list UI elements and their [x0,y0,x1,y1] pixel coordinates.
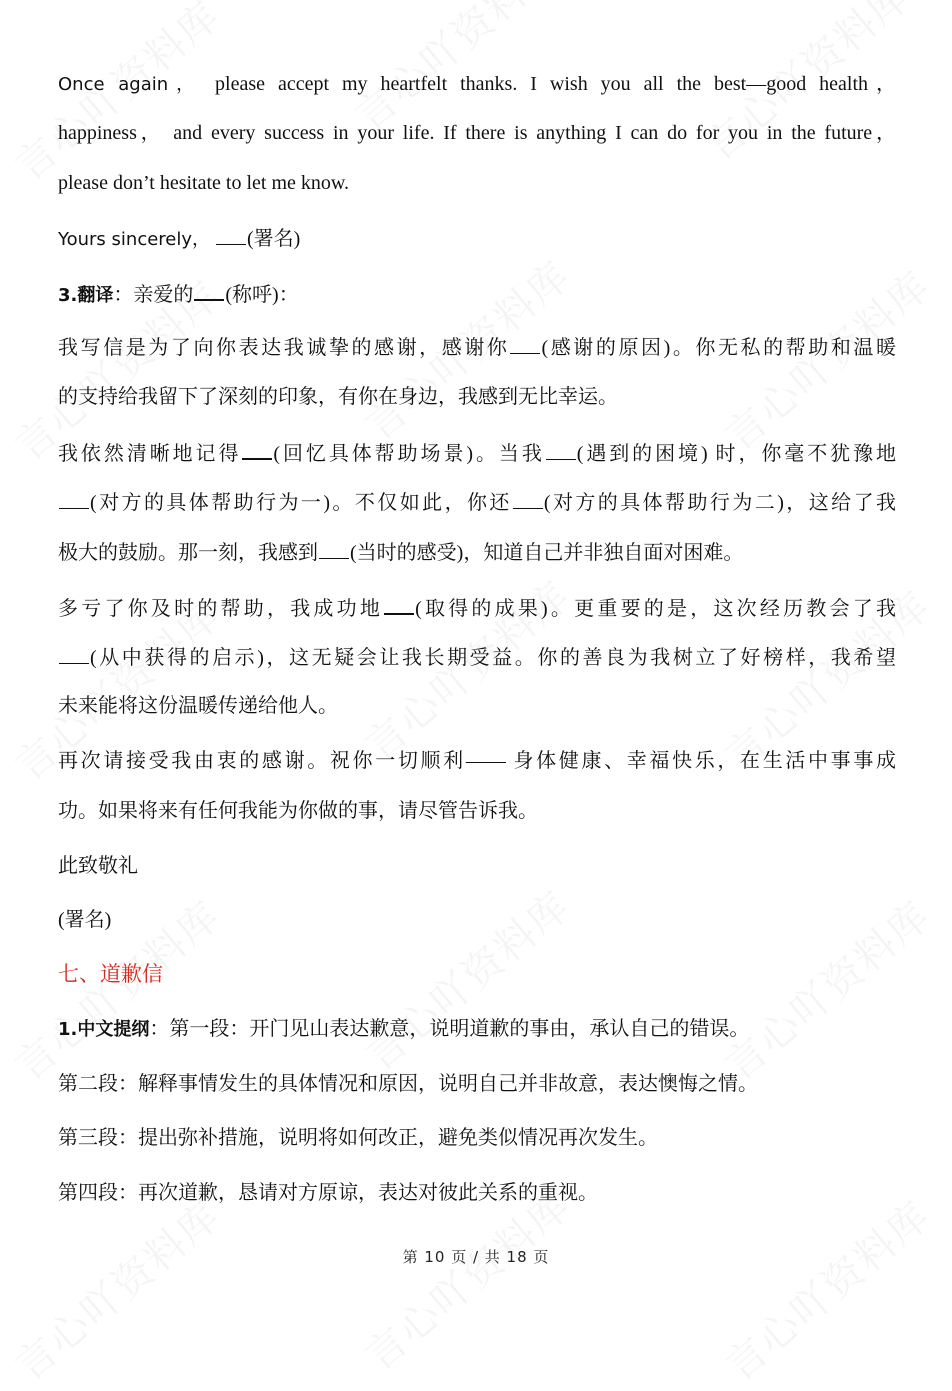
fill-blank [59,490,89,509]
translation-p2-line-3 [58,540,743,565]
text-segment: (当时的感受)，知道自己并非独自面对困难。 [350,542,744,564]
fill-blank [384,595,414,615]
outline-colon: ： [149,1018,170,1040]
translation-heading [58,281,299,308]
text-segment: (感谢的原因)。你无私的帮助和温暖 [541,337,896,359]
fill-blank [510,335,540,354]
watermark-text [351,1176,581,1382]
en-closing-line-1 [58,72,896,97]
en-closing-line-3: please don’t hesitate to let me know. [58,172,350,194]
fill-blank [546,441,576,460]
signoff-hint: (署名) [247,228,301,250]
closing-phrase: 此致敬礼 [58,855,138,877]
translation-p2-line-1 [58,440,896,466]
outline-paragraph-4: 第四段：再次道歉，恳请对方原谅，表达对彼此关系的重视。 [58,1182,598,1204]
outline-paragraph-1 [58,1017,749,1042]
page-number-footer: 第 10 页 / 共 18 页 [402,1248,550,1266]
translation-p1-line-2: 的支持给我留下了深刻的印象，有你在身边，我感到无比幸运。 [58,386,618,408]
salutation-blank [194,281,224,301]
en-closing-line-2: happiness， and every success in your life. If there is anything I can do for you in the future， [58,122,896,144]
outline-paragraph-3: 第三段：提出弥补措施，说明将如何改正，避免类似情况再次发生。 [58,1127,658,1149]
translation-p3-line-1 [58,595,896,621]
fill-blank [59,645,89,664]
signoff-label: Yours sincerely， [58,229,211,250]
translation-p4-line-1: 再次请接受我由衷的感谢。祝你一切顺利—— 身体健康、幸福快乐，在生活中事事成 [58,750,896,772]
translation-number-label: 3.翻译 [58,285,114,306]
salutation-prefix: 亲爱的 [133,284,194,306]
signature-blank [216,226,246,245]
salutation-hint: (称呼)： [225,284,299,306]
text-segment: 我写信是为了向你表达我诚挚的感谢，感谢你 [58,337,510,359]
signature-hint: (署名) [58,909,112,931]
fill-blank [319,540,349,559]
en-closing-line-1-rest: please accept my heartfelt thanks. I wish you all the best—good health， [202,73,896,95]
en-closing-sans-prefix: Once again， [58,74,203,95]
outline-paragraph-2: 第二段：解释事情发生的具体情况和原因，说明自己并非故意，表达懊悔之情。 [58,1073,758,1095]
text-segment: (对方的具体帮助行为一)。不仅如此，你还 [90,492,512,514]
text-segment: (回忆具体帮助场景)。当我 [273,443,545,465]
fill-blank [513,490,543,509]
text-segment: 多亏了你及时的帮助，我成功地 [58,598,384,620]
text-segment: (对方的具体帮助行为二)，这给了我 [543,492,896,514]
translation-p4-line-2: 功。如果将来有任何我能为你做的事，请尽管告诉我。 [58,800,538,822]
text-segment: (遇到的困境) 时，你毫不犹豫地 [576,443,897,465]
watermark-text [711,886,941,1092]
watermark-text [1,886,231,1092]
watermark-text [351,876,581,1082]
watermark-text [1,1186,231,1391]
outline-label: 1.中文提纲 [58,1019,150,1040]
translation-p2-line-2 [58,490,896,515]
section-heading-apology-letter: 七、道歉信 [58,962,163,986]
text-segment: 我依然清晰地记得 [58,443,242,465]
text-segment: 极大的鼓励。那一刻，我感到 [58,542,318,564]
text-segment: (从中获得的启示)，这无疑会让我长期受益。你的善良为我树立了好榜样，我希望 [90,647,896,669]
translation-p3-line-3: 未来能将这份温暖传递给他人。 [58,695,338,717]
en-signoff [58,226,300,252]
outline-text: 第一段：开门见山表达歉意，说明道歉的事由，承认自己的错误。 [169,1018,750,1040]
translation-p3-line-2 [58,645,896,670]
translation-p1-line-1 [58,335,896,360]
fill-blank [242,440,272,460]
watermark-text [711,1186,941,1391]
text-segment: (取得的成果)。更重要的是，这次经历教会了我 [415,598,897,620]
translation-colon: ： [113,284,134,306]
